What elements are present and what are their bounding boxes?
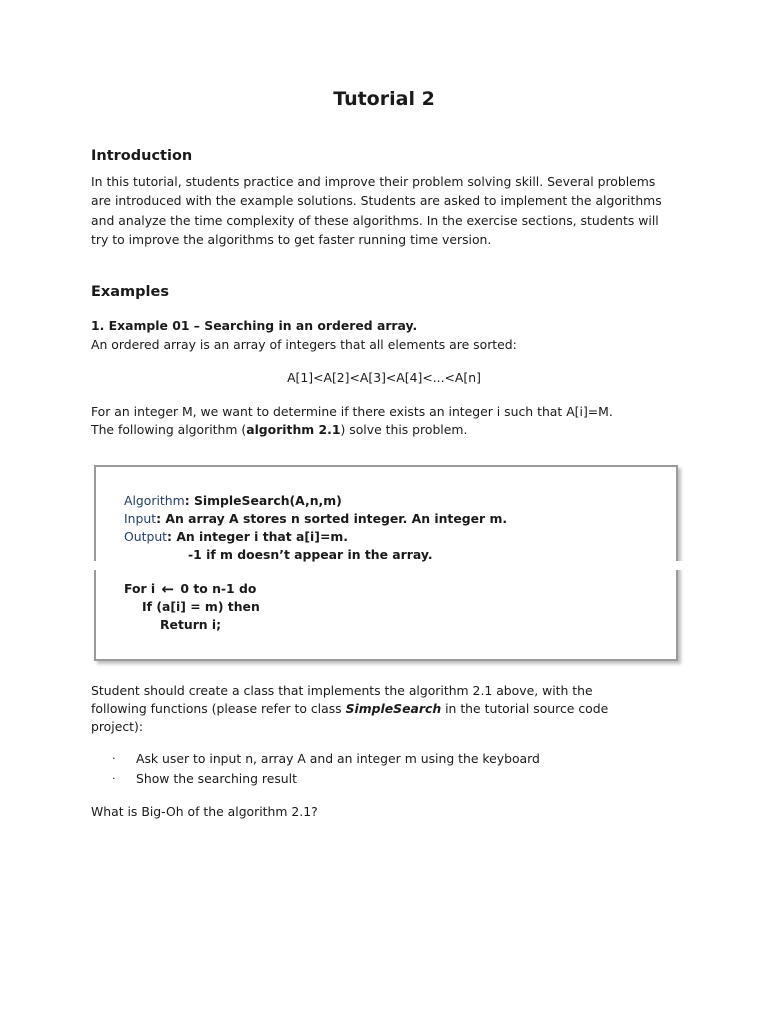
problem-statement — [91, 403, 681, 439]
algorithm-box-gap — [93, 561, 683, 570]
algorithm-keyword: Algorithm — [124, 493, 185, 508]
output-description: : An integer i that a[i]=m. — [167, 529, 348, 544]
algorithm-reference: algorithm 2.1 — [246, 422, 341, 437]
input-description: : An array A stores n sorted integer. An integer m. — [156, 511, 508, 526]
student-line2-prefix: following functions (please refer to class — [91, 701, 346, 716]
class-name-reference: SimpleSearch — [345, 701, 442, 716]
for-prefix: For i — [124, 581, 156, 596]
list-item-text: Ask user to input n, array A and an integer m using the keyboard — [136, 751, 540, 766]
introduction-heading: Introduction — [91, 148, 193, 164]
student-line2-suffix: in the tutorial source code — [441, 701, 609, 716]
intro-line: In this tutorial, students practice and improve their problem solving skill. Several problems — [91, 174, 656, 189]
example-1-title: 1. Example 01 – Searching in an ordered array. — [91, 318, 418, 333]
if-line: If (a[i] = m) then — [142, 599, 260, 614]
student-instructions — [91, 682, 681, 736]
bullet-icon: · — [112, 752, 116, 765]
student-line: Student should create a class that implements the algorithm 2.1 above, with the — [91, 683, 593, 698]
function-list — [112, 749, 540, 789]
example-1-block — [91, 316, 681, 355]
solve-suffix: ) solve this problem. — [340, 422, 468, 437]
output-keyword: Output — [124, 529, 168, 544]
problem-line: For an integer M, we want to determine if there exists an integer i such that A[i]=M. — [91, 404, 613, 419]
algorithm-output-line — [124, 529, 348, 544]
examples-heading: Examples — [91, 284, 169, 300]
algorithm-output-alternative: -1 if m doesn’t appear in the array. — [188, 547, 433, 562]
intro-line: and analyze the time complexity of these algorithms. In the exercise sections, students will — [91, 212, 659, 228]
example-1-description: An ordered array is an array of integers that all elements are sorted: — [91, 337, 517, 353]
intro-line: are introduced with the example solutions. Students are asked to implement the algorithms — [91, 193, 662, 209]
input-keyword: Input — [124, 511, 157, 526]
list-item — [112, 769, 540, 789]
for-suffix: 0 to n-1 do — [180, 581, 257, 596]
page-title: Tutorial 2 — [333, 88, 435, 110]
algorithm-input-line — [124, 511, 507, 526]
assign-arrow-icon: ← — [161, 580, 175, 598]
return-line: Return i; — [160, 617, 222, 632]
student-line — [91, 700, 681, 718]
list-item-text: Show the searching result — [136, 771, 297, 786]
algorithm-signature: : SimpleSearch(A,n,m) — [184, 493, 342, 508]
introduction-paragraph — [91, 172, 681, 250]
algorithm-name-line — [124, 493, 342, 508]
list-item — [112, 749, 540, 769]
bullet-icon: · — [112, 772, 116, 785]
for-loop-line — [124, 581, 256, 596]
student-line: project): — [91, 719, 144, 734]
big-oh-question: What is Big-Oh of the algorithm 2.1? — [91, 804, 318, 819]
solve-prefix: The following algorithm ( — [91, 422, 247, 437]
solve-line — [91, 421, 681, 439]
ordered-array-formula: A[1]<A[2]<A[3]<A[4]<...<A[n] — [287, 370, 481, 385]
intro-line: try to improve the algorithms to get faster running time version. — [91, 232, 492, 248]
